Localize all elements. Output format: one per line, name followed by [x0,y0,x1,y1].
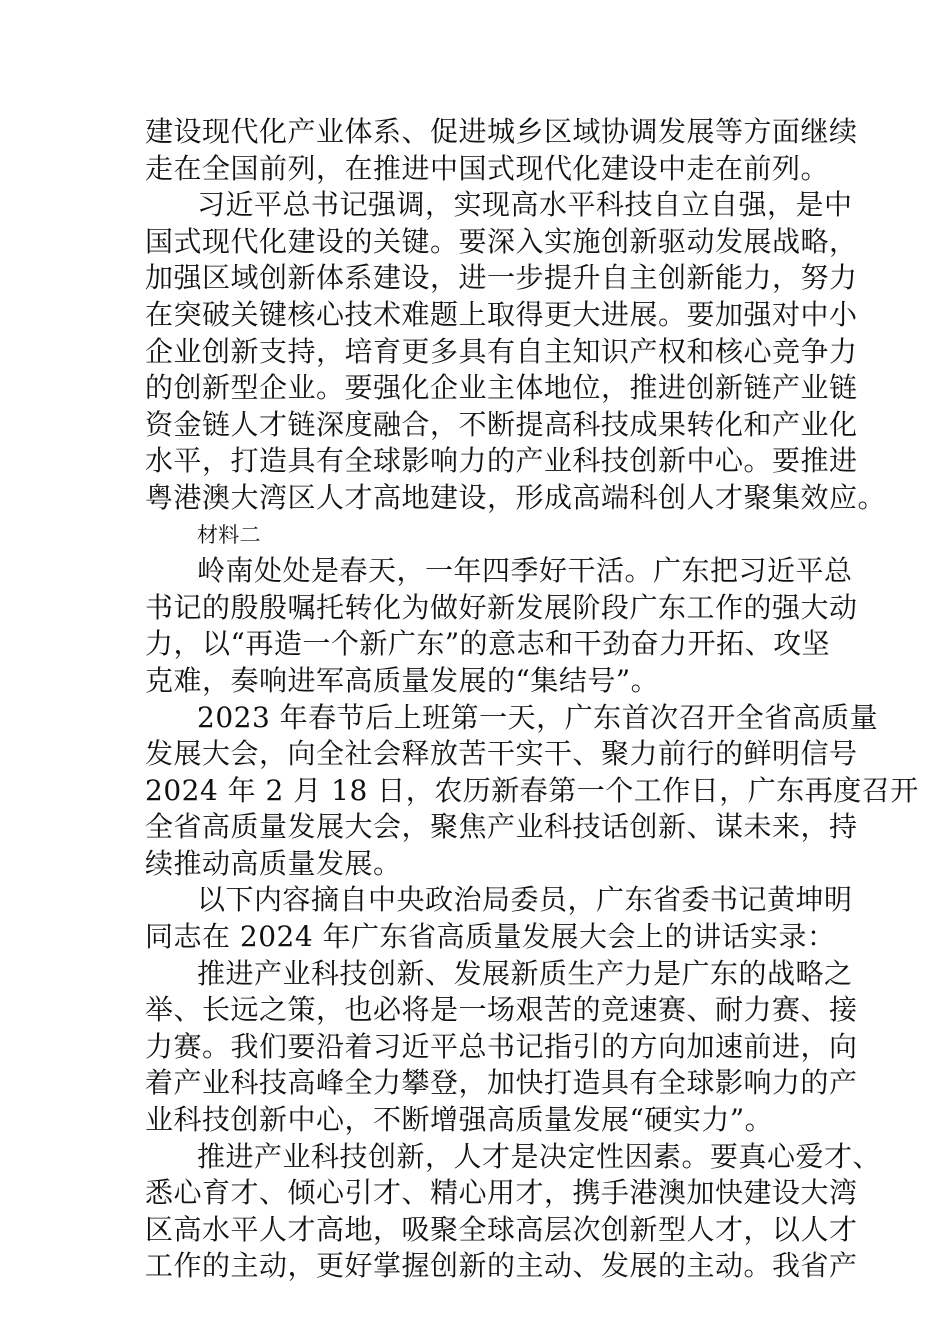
text-line: 习近平总书记强调，实现高水平科技自立自强，是中 [197,188,853,222]
text-line: 以下内容摘自中央政治局委员，广东省委书记黄坤明 [197,883,853,917]
document-body [145,114,919,1285]
text-line: 书记的殷殷嘱托转化为做好新发展阶段广东工作的强大动 [145,590,858,624]
text-line: 同志在 2024 年广东省高质量发展大会上的讲话实录： [145,920,836,954]
text-line: 全省高质量发展大会，聚焦产业科技话创新、谋未来，持 [145,810,858,844]
text-line: 企业创新支持，培育更多具有自主知识产权和核心竞争力 [145,334,858,368]
text-line: 走在全国前列，在推进中国式现代化建设中走在前列。 [145,151,830,185]
text-line: 加强区域创新体系建设，进一步提升自主创新能力，努力 [145,261,858,295]
text-line: 岭南处处是春天，一年四季好干活。广东把习近平总 [197,554,853,588]
text-line: 2023 年春节后上班第一天，广东首次召开全省高质量 [197,700,879,734]
text-line: 推进产业科技创新，人才是决定性因素。要真心爱才、 [197,1139,882,1173]
text-line: 粤港澳大湾区人才高地建设，形成高端科创人才聚集效应。 [145,480,887,514]
text-line: 推进产业科技创新、发展新质生产力是广东的战略之 [197,956,853,990]
text-line: 着产业科技高峰全力攀登，加快打造具有全球影响力的产 [145,1066,858,1100]
text-line: 续推动高质量发展。 [145,846,402,880]
text-line: 国式现代化建设的关键。要深入实施创新驱动发展战略， [145,224,858,258]
text-line: 区高水平人才高地，吸聚全球高层次创新型人才，以人才 [145,1212,858,1246]
text-line: 举、长远之策，也必将是一场艰苦的竞速赛、耐力赛、接 [145,993,858,1027]
text-line: 力，以“再造一个新广东”的意志和干劲奋力开拓、攻坚 [145,627,831,661]
text-line: 业科技创新中心，不断增强高质量发展“硬实力”。 [145,1103,774,1137]
text-line: 在突破关键核心技术难题上取得更大进展。要加强对中小 [145,297,858,331]
text-line: 资金链人才链深度融合，不断提高科技成果转化和产业化 [145,407,858,441]
text-line: 水平，打造具有全球影响力的产业科技创新中心。要推进 [145,444,858,478]
text-line: 悉心育才、倾心引才、精心用才，携手港澳加快建设大湾 [145,1176,858,1210]
text-line: 工作的主动，更好掌握创新的主动、发展的主动。我省产 [145,1249,858,1283]
text-line: 发展大会，向全社会释放苦干实干、聚力前行的鲜明信号 [145,737,858,771]
text-line: 的创新型企业。要强化企业主体地位，推进创新链产业链 [145,371,858,405]
text-line: 力赛。我们要沿着习近平总书记指引的方向加速前进，向 [145,1029,858,1063]
section-heading: 材料二 [197,522,261,547]
text-line: 克难，奏响进军高质量发展的“集结号”。 [145,663,660,697]
text-line: 2024 年 2 月 18 日，农历新春第一个工作日，广东再度召开 [145,773,919,807]
text-line: 建设现代化产业体系、促进城乡区域协调发展等方面继续 [145,115,858,148]
